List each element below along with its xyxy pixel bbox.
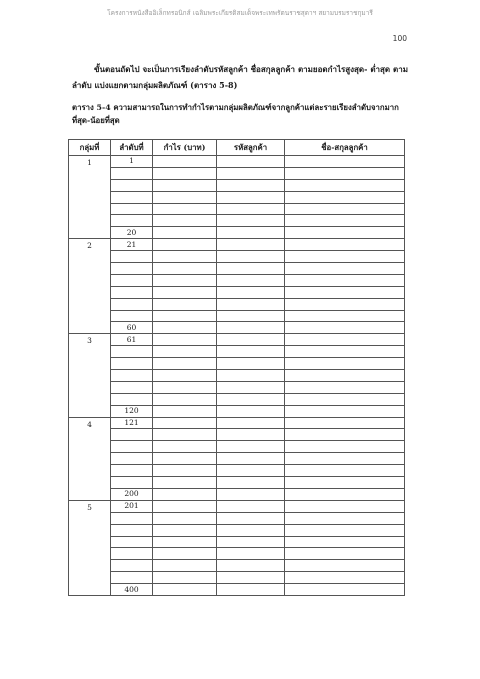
profit-cell <box>153 239 217 251</box>
group-cell: 4 <box>69 417 111 500</box>
customer-name-cell <box>285 215 405 227</box>
rank-cell <box>111 263 153 275</box>
table-row <box>69 381 405 393</box>
customer-code-cell <box>217 251 285 263</box>
profit-cell <box>153 417 217 429</box>
profit-cell <box>153 298 217 310</box>
rank-cell <box>111 346 153 358</box>
customer-code-cell <box>217 512 285 524</box>
customer-code-cell <box>217 322 285 334</box>
customer-name-cell <box>285 286 405 298</box>
customer-name-cell <box>285 500 405 512</box>
rank-cell <box>111 286 153 298</box>
rank-cell <box>111 441 153 453</box>
customer-name-cell <box>285 536 405 548</box>
table-row <box>69 441 405 453</box>
rank-cell <box>111 298 153 310</box>
customer-name-cell <box>285 488 405 500</box>
table-row <box>69 239 405 251</box>
table-row <box>69 477 405 489</box>
customer-code-cell <box>217 584 285 596</box>
profit-cell <box>153 322 217 334</box>
profit-cell <box>153 334 217 346</box>
customer-code-cell <box>217 417 285 429</box>
customer-name-cell <box>285 548 405 560</box>
profit-cell <box>153 477 217 489</box>
customer-name-cell <box>285 381 405 393</box>
table-row <box>69 179 405 191</box>
customer-code-cell <box>217 179 285 191</box>
rank-cell: 201 <box>111 500 153 512</box>
customer-code-cell <box>217 274 285 286</box>
customer-code-cell <box>217 167 285 179</box>
customer-name-cell <box>285 584 405 596</box>
rank-cell: 61 <box>111 334 153 346</box>
customer-name-cell <box>285 524 405 536</box>
group-cell: 2 <box>69 239 111 334</box>
table-row <box>69 548 405 560</box>
customer-code-cell <box>217 191 285 203</box>
customer-name-cell <box>285 370 405 382</box>
profit-cell <box>153 310 217 322</box>
customer-name-cell <box>285 512 405 524</box>
customer-code-cell <box>217 334 285 346</box>
table-row <box>69 215 405 227</box>
table-row <box>69 417 405 429</box>
table-row <box>69 322 405 334</box>
table-row <box>69 156 405 168</box>
rank-cell <box>111 512 153 524</box>
profitability-table <box>68 139 405 596</box>
customer-name-cell <box>285 417 405 429</box>
table-row <box>69 536 405 548</box>
table-row <box>69 370 405 382</box>
profit-cell <box>153 346 217 358</box>
table-row <box>69 286 405 298</box>
table-row <box>69 346 405 358</box>
customer-name-cell <box>285 393 405 405</box>
rank-cell <box>111 429 153 441</box>
customer-code-cell <box>217 560 285 572</box>
rank-cell <box>111 370 153 382</box>
profit-cell <box>153 227 217 239</box>
profit-cell <box>153 263 217 275</box>
rank-cell: 60 <box>111 322 153 334</box>
profit-cell <box>153 572 217 584</box>
customer-code-cell <box>217 215 285 227</box>
table-row <box>69 227 405 239</box>
customer-code-cell <box>217 239 285 251</box>
customer-code-cell <box>217 203 285 215</box>
rank-cell <box>111 203 153 215</box>
profit-cell <box>153 524 217 536</box>
header-customer-code: รหัสลูกค้า <box>217 140 285 156</box>
customer-code-cell <box>217 465 285 477</box>
customer-name-cell <box>285 572 405 584</box>
header-customer-name: ชื่อ-สกุลลูกค้า <box>285 140 405 156</box>
customer-name-cell <box>285 334 405 346</box>
profit-cell <box>153 203 217 215</box>
table-row <box>69 263 405 275</box>
table-row <box>69 393 405 405</box>
page-number: 100 <box>392 34 407 43</box>
customer-code-cell <box>217 298 285 310</box>
header-group: กลุ่มที่ <box>69 140 111 156</box>
rank-cell <box>111 465 153 477</box>
rank-cell <box>111 179 153 191</box>
profit-cell <box>153 548 217 560</box>
customer-code-cell <box>217 227 285 239</box>
profit-cell <box>153 191 217 203</box>
customer-code-cell <box>217 370 285 382</box>
customer-name-cell <box>285 322 405 334</box>
profit-cell <box>153 584 217 596</box>
profit-cell <box>153 536 217 548</box>
table-row <box>69 334 405 346</box>
table-body <box>69 156 405 596</box>
table-row <box>69 572 405 584</box>
rank-cell <box>111 167 153 179</box>
customer-code-cell <box>217 477 285 489</box>
customer-code-cell <box>217 500 285 512</box>
rank-cell <box>111 251 153 263</box>
profit-cell <box>153 453 217 465</box>
customer-name-cell <box>285 239 405 251</box>
rank-cell <box>111 274 153 286</box>
customer-code-cell <box>217 488 285 500</box>
profit-cell <box>153 179 217 191</box>
profit-cell <box>153 381 217 393</box>
rank-cell <box>111 358 153 370</box>
profit-cell <box>153 488 217 500</box>
customer-code-cell <box>217 346 285 358</box>
rank-cell: 200 <box>111 488 153 500</box>
customer-name-cell <box>285 227 405 239</box>
customer-name-cell <box>285 441 405 453</box>
customer-name-cell <box>285 251 405 263</box>
customer-code-cell <box>217 310 285 322</box>
rank-cell: 121 <box>111 417 153 429</box>
profit-cell <box>153 465 217 477</box>
table-row <box>69 191 405 203</box>
customer-code-cell <box>217 263 285 275</box>
table-row <box>69 251 405 263</box>
customer-code-cell <box>217 381 285 393</box>
rank-cell <box>111 310 153 322</box>
profit-cell <box>153 405 217 417</box>
profit-cell <box>153 215 217 227</box>
profit-cell <box>153 286 217 298</box>
customer-name-cell <box>285 560 405 572</box>
customer-name-cell <box>285 453 405 465</box>
customer-name-cell <box>285 346 405 358</box>
customer-name-cell <box>285 191 405 203</box>
rank-cell <box>111 393 153 405</box>
table-row <box>69 298 405 310</box>
customer-name-cell <box>285 310 405 322</box>
table-row <box>69 274 405 286</box>
table-header-row <box>69 140 405 156</box>
rank-cell: 21 <box>111 239 153 251</box>
customer-code-cell <box>217 441 285 453</box>
profit-cell <box>153 167 217 179</box>
table-row <box>69 203 405 215</box>
table-row <box>69 358 405 370</box>
customer-name-cell <box>285 179 405 191</box>
table-row <box>69 560 405 572</box>
customer-name-cell <box>285 298 405 310</box>
rank-cell <box>111 453 153 465</box>
profit-cell <box>153 358 217 370</box>
table-row <box>69 512 405 524</box>
group-cell: 5 <box>69 500 111 595</box>
rank-cell <box>111 477 153 489</box>
rank-cell <box>111 524 153 536</box>
rank-cell <box>111 548 153 560</box>
customer-code-cell <box>217 536 285 548</box>
rank-cell <box>111 572 153 584</box>
profit-cell <box>153 500 217 512</box>
customer-name-cell <box>285 477 405 489</box>
customer-code-cell <box>217 358 285 370</box>
customer-name-cell <box>285 263 405 275</box>
rank-cell <box>111 381 153 393</box>
table-row <box>69 524 405 536</box>
rank-cell <box>111 191 153 203</box>
body-paragraph: ขั้นตอนถัดไป จะเป็นการเรียงลำดับรหัสลูกค้า ชื่อสกุลลูกค้า ตามยอดกำไรสูงสุด- ต่ำสุด ตามลำดับ แบ่งแยกตามกลุ่มผลิตภัณฑ์ (ตาราง 5-8) <box>72 64 408 90</box>
rank-cell <box>111 536 153 548</box>
rank-cell: 400 <box>111 584 153 596</box>
profit-cell <box>153 512 217 524</box>
customer-name-cell <box>285 203 405 215</box>
profit-cell <box>153 251 217 263</box>
customer-code-cell <box>217 524 285 536</box>
customer-name-cell <box>285 405 405 417</box>
customer-code-cell <box>217 405 285 417</box>
group-cell: 3 <box>69 334 111 417</box>
profit-cell <box>153 429 217 441</box>
customer-code-cell <box>217 286 285 298</box>
table-row <box>69 453 405 465</box>
customer-code-cell <box>217 548 285 560</box>
rank-cell: 1 <box>111 156 153 168</box>
customer-code-cell <box>217 572 285 584</box>
rank-cell: 20 <box>111 227 153 239</box>
table-row <box>69 310 405 322</box>
profit-cell <box>153 393 217 405</box>
profit-cell <box>153 370 217 382</box>
table-row <box>69 167 405 179</box>
customer-code-cell <box>217 429 285 441</box>
table-row <box>69 500 405 512</box>
table-row <box>69 584 405 596</box>
group-cell: 1 <box>69 156 111 239</box>
customer-code-cell <box>217 393 285 405</box>
table-row <box>69 429 405 441</box>
customer-name-cell <box>285 167 405 179</box>
rank-cell <box>111 560 153 572</box>
header-rank: ลำดับที่ <box>111 140 153 156</box>
profit-cell <box>153 441 217 453</box>
customer-name-cell <box>285 358 405 370</box>
profit-cell <box>153 156 217 168</box>
customer-code-cell <box>217 156 285 168</box>
table-row <box>69 488 405 500</box>
rank-cell <box>111 215 153 227</box>
customer-code-cell <box>217 453 285 465</box>
profit-cell <box>153 274 217 286</box>
profit-cell <box>153 560 217 572</box>
customer-name-cell <box>285 429 405 441</box>
customer-name-cell <box>285 465 405 477</box>
customer-name-cell <box>285 274 405 286</box>
table-caption: ตาราง 5-4 ความสามารถในการทำกำไรตามกลุ่มผลิตภัณฑ์จากลูกค้าแต่ละรายเรียงลำดับจากมากที่สุด-น้อยที่สุด <box>72 103 399 125</box>
customer-name-cell <box>285 156 405 168</box>
rank-cell: 120 <box>111 405 153 417</box>
running-header: โครงการหนังสืออิเล็กทรอนิกส์ เฉลิมพระเกียรติสมเด็จพระเทพรัตนราชสุดาฯ สยามบรมราชกุมารี <box>107 9 373 17</box>
header-profit: กำไร (บาท) <box>153 140 217 156</box>
table-row <box>69 465 405 477</box>
table-row <box>69 405 405 417</box>
